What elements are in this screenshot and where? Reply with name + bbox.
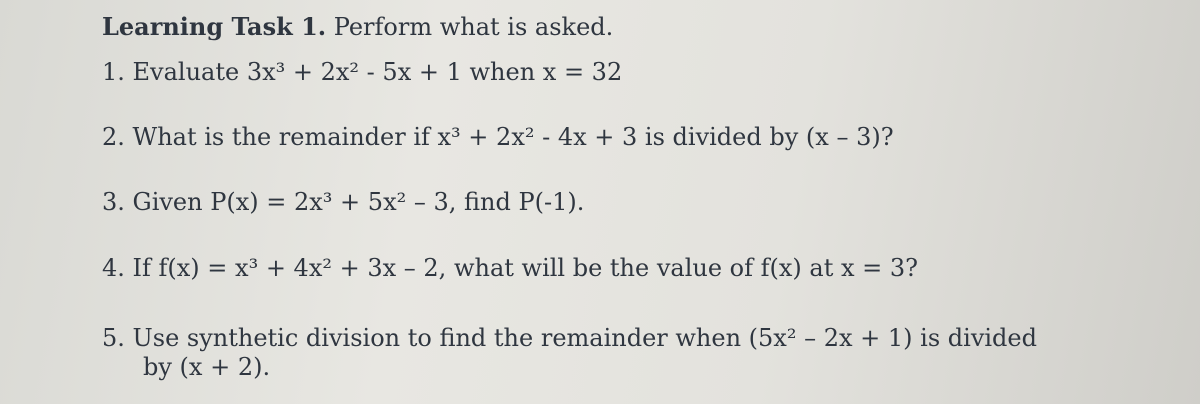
question-2: 2. What is the remainder if x³ + 2x² - 4x + 3 is divided by (x – 3)? [102,123,894,151]
task-title [102,12,613,41]
task-title-instruction: Perform what is asked. [326,13,614,41]
task-title-bold: Learning Task 1. [102,12,327,41]
question-3: 3. Given P(x) = 2x³ + 5x² – 3, find P(-1). [102,188,585,216]
question-4: 4. If f(x) = x³ + 4x² + 3x – 2, what will be the value of f(x) at x = 3? [102,254,919,282]
question-5-line-1: 5. Use synthetic division to find the remainder when (5x² – 2x + 1) is divided [102,324,1037,352]
question-1: 1. Evaluate 3x³ + 2x² - 5x + 1 when x = 32 [102,58,623,86]
question-5-line-2: by (x + 2). [143,353,271,381]
